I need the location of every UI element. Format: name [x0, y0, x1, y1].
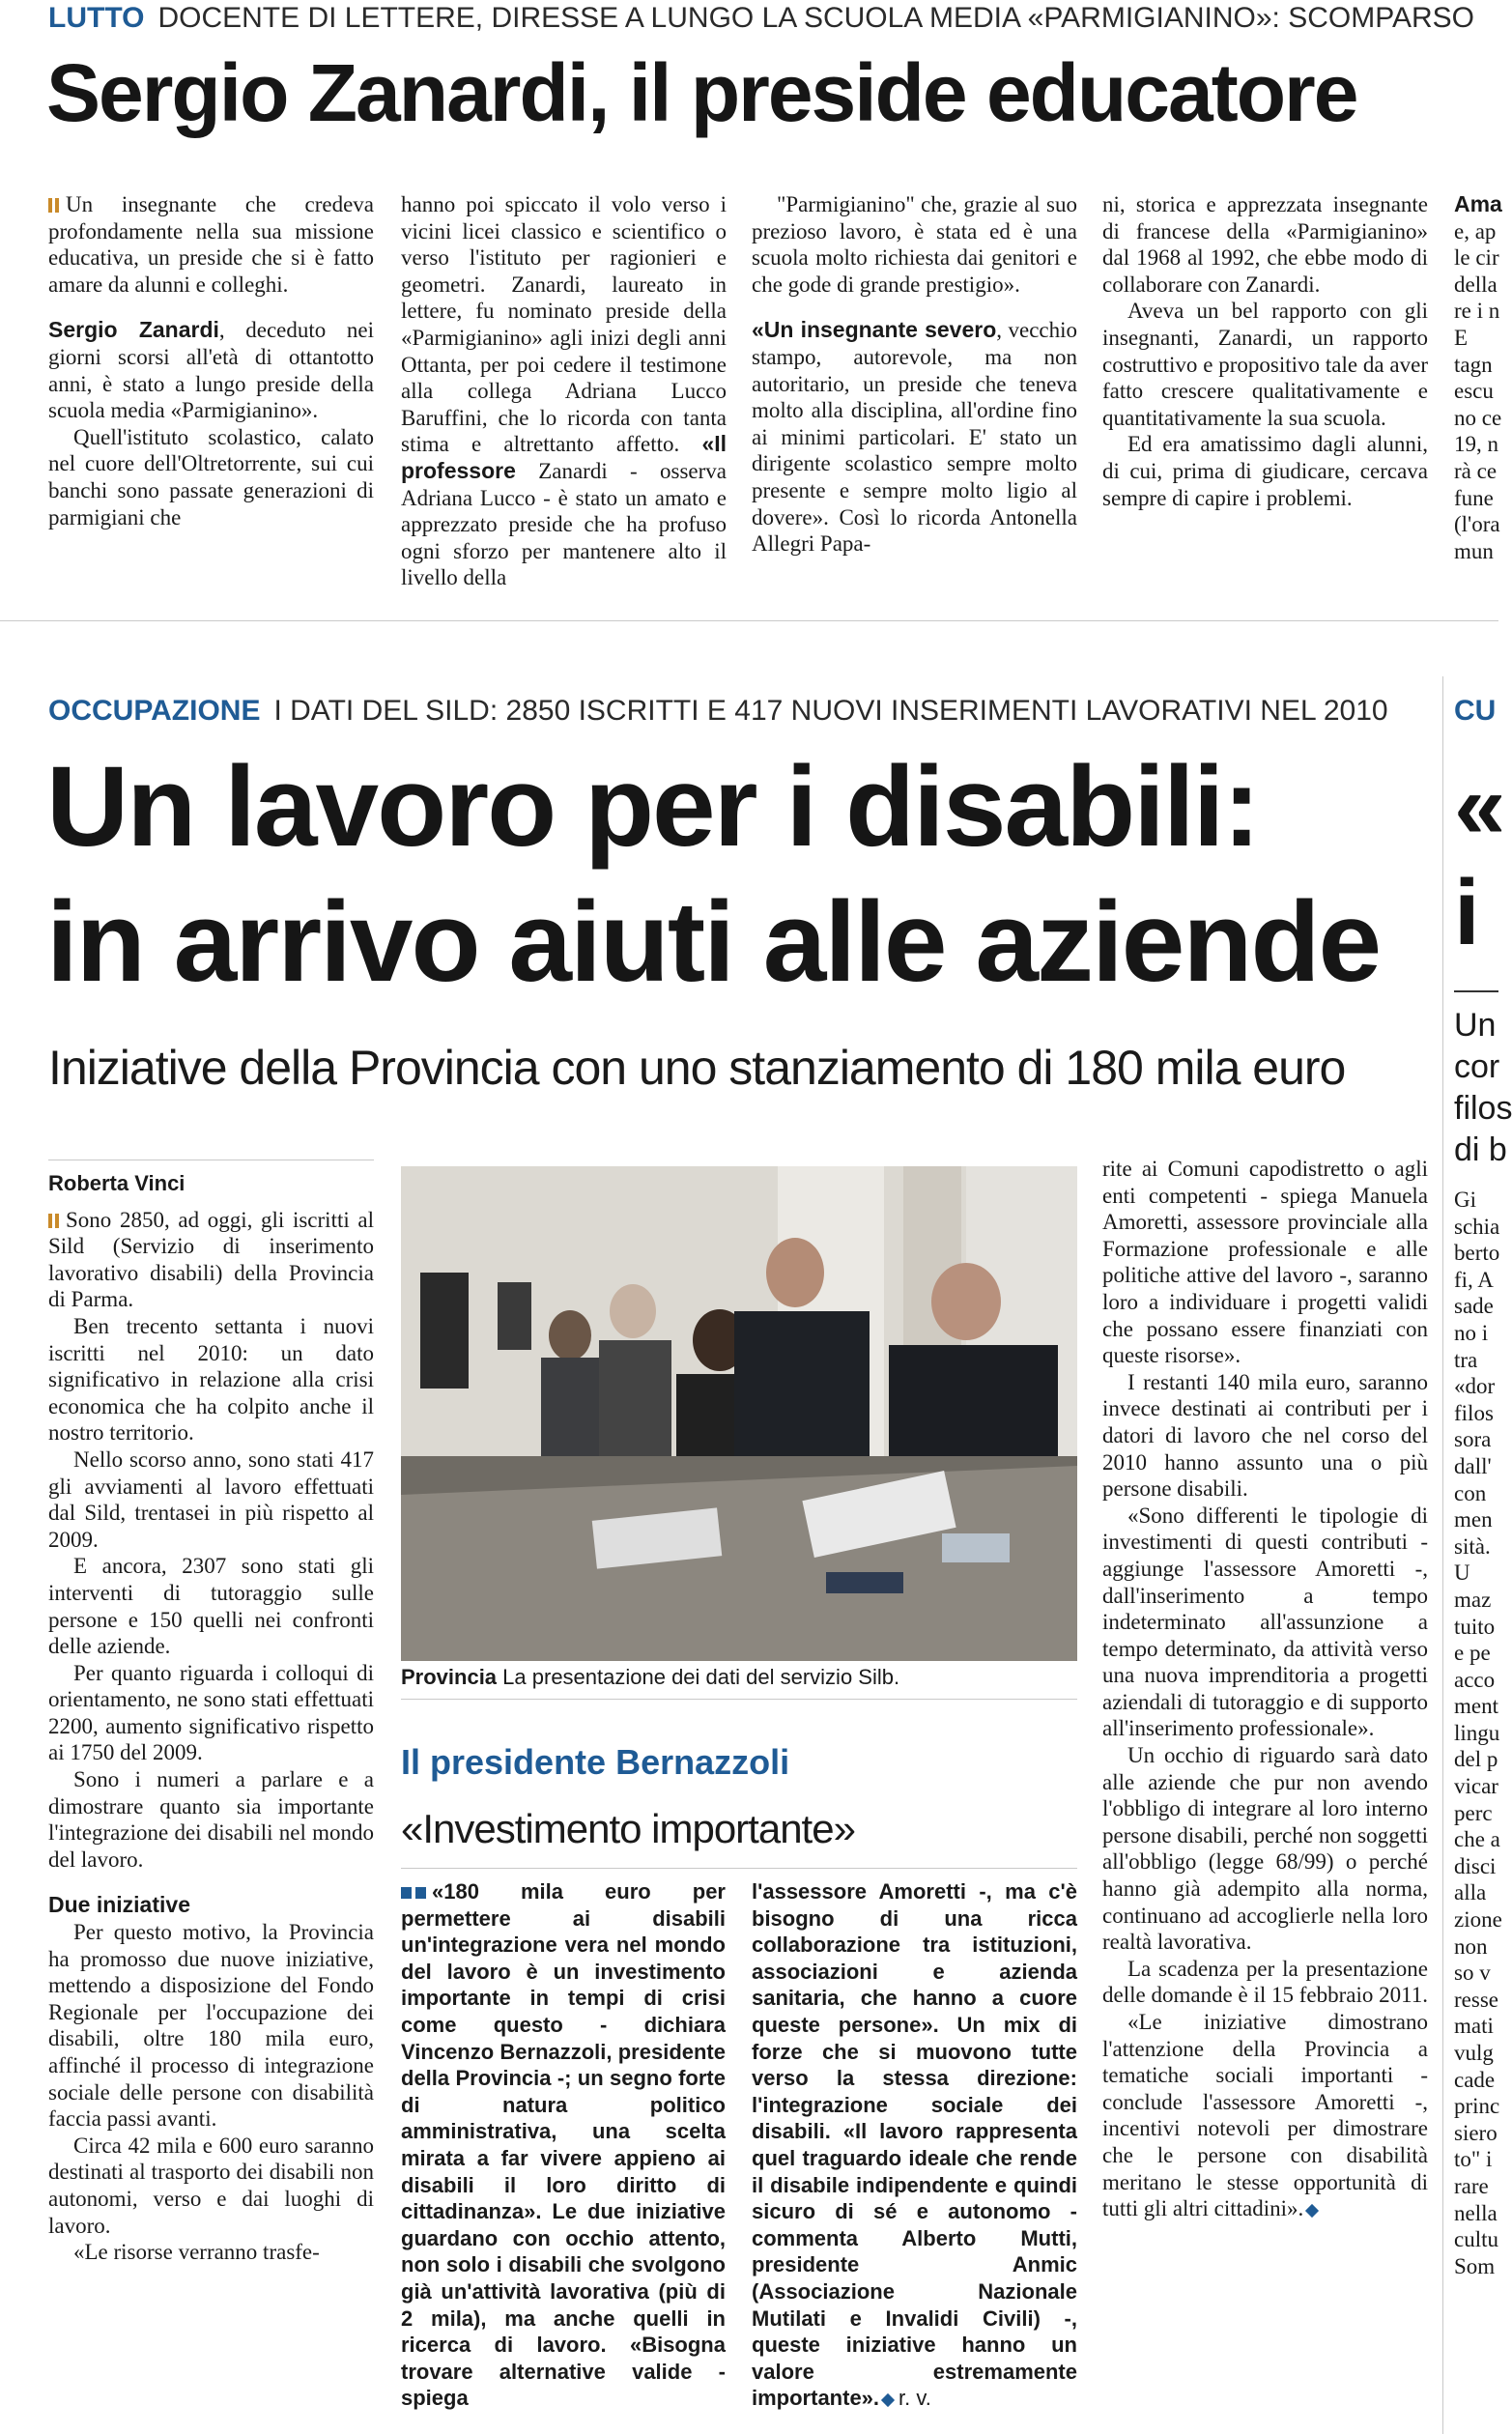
fragment-line: «dor: [1454, 1374, 1496, 1399]
fragment-line: 19, n: [1454, 432, 1498, 457]
article2-col1-p7: Per questo motivo, la Provincia ha promosso due nuove iniziative, mettendo a disposizione del Fondo Regionale per l'occupazione dei disabili, oltre 180 mila euro, affinché il processo di integrazione sociale delle persone con disabilità faccia passi avanti.: [48, 1920, 374, 2132]
article2-col1-p8: Circa 42 mila e 600 euro saranno destinati al trasporto dei disabili non autonomi, verso e dai luoghi di lavoro.: [48, 2133, 374, 2238]
article2-col1-p3: Nello scorso anno, sono stati 417 gli avviamenti al lavoro effettuati dal Sild, trentasei in più rispetto al 2009.: [48, 1446, 374, 1552]
article1-col3-p1: "Parmigianino" che, grazie al suo prezioso lavoro, è stata ed è una scuola molto richiesta dai genitori e che gode di grande prestigio».: [752, 192, 1077, 297]
article1-headline: Sergio Zanardi, il preside educatore: [46, 47, 1357, 138]
article1-col1-p3: Quell'istituto scolastico, calato nel cuore dell'Oltretorrente, sui cui banchi sono passate generazioni di parmigiani che: [48, 424, 374, 530]
photo-caption-lead: Provincia: [401, 1665, 498, 1689]
fragment-line: no i: [1454, 1320, 1489, 1345]
box-signature: r. v.: [899, 2386, 931, 2411]
press-conference-photo: [401, 1166, 1077, 1661]
fragment-line: non: [1454, 1933, 1488, 1959]
article1-column-2: [401, 191, 727, 591]
fragment-line: siero: [1454, 2120, 1498, 2145]
article1-col4-p2: Aveva un bel rapporto con gli insegnanti, Zanardi, un rapporto costruttivo e propositivo tale da aver fatto crescere qualitativamente e quantitativamente la sua scuola.: [1102, 299, 1428, 430]
article3-kicker-tag: CU: [1454, 695, 1497, 727]
article2-photo: [401, 1166, 1077, 1661]
fragment-line: sora: [1454, 1427, 1492, 1452]
sidebar-box-title: Il presidente Bernazzoli: [401, 1742, 790, 1782]
article2-deck: Iniziative della Provincia con uno stanziamento di 180 mila euro: [48, 1041, 1346, 1095]
photo-caption: [401, 1664, 1077, 1691]
fragment-line: le cir: [1454, 245, 1499, 271]
fragment-line: di b: [1454, 1131, 1507, 1168]
section-divider: [0, 620, 1498, 621]
fragment-line: sità.: [1454, 1533, 1491, 1559]
fragment-line: E: [1454, 325, 1469, 350]
article1-col1-p2-lead: Sergio Zanardi: [48, 317, 219, 343]
box-col2-text: l'assessore Amoretti -, ma c'è bisogno di una ricca collaborazione tra istituzioni, associazioni e azienda sanitaria, che hanno a cuore queste persone». Un mix di forze che si muovono tutte verso la stessa direzione: l'integrazione sociale dei disabili. «Il lavoro rappresenta quel traguardo ideale che rende il disabile indipendente e quindi sicuro di sé e autonomo - commenta Alberto Mutti, presidente Anmic (Associazione Nazionale Mutilati e Invalidi Civili) -, queste iniziative hanno un valore estremamente importante».: [752, 1879, 1077, 2411]
box-rule: [401, 1868, 1077, 1869]
fragment-line: no ce: [1454, 405, 1502, 430]
box-col1-text: «180 mila euro per permettere ai disabili un'integrazione vera nel mondo del lavoro è un investimento importante in tempi di crisi come questo - dichiara Vincenzo Bernazzoli, presidente della Provincia -; un segno forte di natura politico amministrativa, una scelta mirata a far vivere appieno ai disabili il loro diritto di cittadinanza». Le due iniziative guardano con occhio attento, non solo i disabili che svolgono già un'attività lavorativa (più di 2 mila), ma anche quelli in ricerca di lavoro. «Bisogna trovare alternative valide - spiega: [401, 1879, 726, 2411]
fragment-line: lingu: [1454, 1720, 1500, 1745]
article2-col4-p1: rite ai Comuni capodistretto o agli enti competenti - spiega Manuela Amoretti, assessore provinciale alla Formazione professionale e alle politiche attive del lavoro -, saranno loro a individuare i progetti validi che possano essere finanziati con queste risorse».: [1102, 1157, 1428, 1368]
sidebar-box-column-2: [752, 1878, 1077, 2412]
fragment-line: zione: [1454, 1907, 1502, 1933]
article1-column-4: [1102, 191, 1428, 511]
fragment-line: tuito: [1454, 1614, 1496, 1639]
fragment-line: e pe: [1454, 1641, 1491, 1666]
article1-col2-p2: Zanardi - osserva Adriana Lucco - è stato un amato e apprezzato preside che ha profuso ogni sforzo per mantenere alto il livello della: [401, 458, 727, 590]
article1-column-3: [752, 191, 1077, 558]
fragment-line: disci: [1454, 1853, 1497, 1878]
fragment-line: mati: [1454, 2014, 1494, 2039]
article2-column-1: [48, 1170, 374, 2266]
fragment-line: cultu: [1454, 2227, 1498, 2252]
fragment-line: to" i: [1454, 2147, 1493, 2172]
sidebar-box-column-1: [401, 1878, 726, 2412]
article2-col1-subhead: Due iniziative: [48, 1892, 190, 1918]
article3-kicker: [1454, 692, 1498, 730]
sidebar-box-quote: «Investimento importante»: [401, 1806, 855, 1851]
fragment-line: maz: [1454, 1587, 1492, 1612]
fragment-line: tagn: [1454, 352, 1493, 377]
article2-col1-p9: «Le risorse verranno trasfe-: [73, 2240, 320, 2265]
fragment-line: cade: [1454, 2067, 1496, 2092]
fragment-line: ment: [1454, 1694, 1498, 1719]
article1-col2-p1: hanno poi spiccato il volo verso i vicini licei classico e scientifico o verso l'istituto per ragionieri e geometri. Zanardi, laureato in lettere, fu nominato preside della «Parmigianino» agli inizi degli anni Ottanta, per poi cedere il testimone alla collega Adriana Lucco Baruffini, che lo ricorda con tanta stima e altrettanto affetto.: [401, 192, 727, 457]
article2-headline-line1: Un lavoro per i disabili:: [46, 743, 1259, 871]
fragment-line: perc: [1454, 1800, 1493, 1825]
paragraph-marker-icon: [401, 1887, 426, 1899]
article2-col4-p5: La scadenza per la presentazione delle domande è il 15 febbraio 2011.: [1102, 1956, 1429, 2008]
fragment-line: princ: [1454, 2094, 1500, 2119]
fragment-line: cor: [1454, 1048, 1500, 1085]
fragment-line: vicar: [1454, 1774, 1498, 1799]
article2-col1-p2: Ben trecento settanta i nuovi iscritti nel 2010: un dato significativo in relazione alla crisi economica che ha colpito anche il nostro territorio.: [48, 1313, 374, 1446]
article1-col3-p2-lead: «Un insegnante severo: [752, 317, 997, 343]
article2-kicker-tag: OCCUPAZIONE: [48, 695, 261, 727]
article2-kicker: [48, 692, 1440, 730]
fragment-line: fune: [1454, 485, 1494, 510]
fragment-line: vulg: [1454, 2041, 1494, 2065]
photo-caption-text: La presentazione dei dati del servizio Silb.: [502, 1665, 900, 1689]
article2-col4-p4: Un occhio di riguardo sarà dato alle aziende che pur non avendo l'obbligo di integrare al loro interno persone disabili, perché non soggetti all'obbligo (legge 68/99) o perché hanno già adempito alla norma, continuano ad accoglierle nella loro realtà lavorativa.: [1102, 1743, 1428, 1955]
article1-col4-p1: ni, storica e apprezzata insegnante di francese della «Parmigianino» dal 1968 al 1992, che ebbe modo di collaborare con Zanardi.: [1102, 192, 1428, 297]
fragment-line: nella: [1454, 2200, 1498, 2225]
fragment-line: rare: [1454, 2173, 1489, 2198]
fragment-line: schia: [1454, 1214, 1500, 1239]
article2-col1-p4: E ancora, 2307 sono stati gli interventi di tutoraggio sulle persone e 150 quelli nei confronti delle aziende.: [48, 1554, 374, 1659]
article2-col4-p3: «Sono differenti le tipologie di investimenti di questi contributi - aggiunge l'assessore Amoretti -, dall'inserimento a tempo indeterminato all'assunzione a tempo determinato, da attività verso una nuova imprenditoria a progetti aziendali di tutoraggio e di supporto all'inserimento professionale».: [1102, 1503, 1428, 1741]
fragment-line: sade: [1454, 1294, 1494, 1319]
article3-headline-fragment-2: i: [1454, 861, 1478, 964]
end-diamond-icon: [881, 2393, 895, 2407]
article3-headline-fragment-1: «: [1454, 755, 1504, 858]
article2-column-4: [1102, 1156, 1428, 2222]
article2-kicker-text: I DATI DEL SILD: 2850 ISCRITTI E 417 NUOVI INSERIMENTI LAVORATIVI NEL 2010: [273, 695, 1388, 727]
article1-kicker-tag: LUTTO: [48, 2, 145, 34]
article2-col1-p1: Sono 2850, ad oggi, gli iscritti al Sild (Servizio di inserimento lavorativo disabili) della Provincia di Parma.: [48, 1207, 374, 1312]
article1-col5-lead: Ama: [1454, 191, 1502, 216]
column-divider: [1442, 676, 1443, 2434]
article1-col1-p1: Un insegnante che credeva profondamente nella sua missione educativa, un preside che si è fatto amare da alunni e colleghi.: [48, 192, 374, 297]
fragment-line: berto: [1454, 1241, 1500, 1266]
fragment-line: tra: [1454, 1347, 1478, 1372]
article1-kicker: [48, 0, 1498, 37]
fragment-line: dall': [1454, 1453, 1492, 1478]
fragment-line: resse: [1454, 1987, 1498, 2012]
fragment-line: alla: [1454, 1880, 1487, 1905]
caption-rule: [401, 1699, 1077, 1700]
byline: Roberta Vinci: [48, 1171, 185, 1195]
fragment-line: U: [1454, 1561, 1470, 1586]
fragment-line: della: [1454, 272, 1498, 297]
end-diamond-icon: [1305, 2204, 1319, 2218]
fragment-line: acco: [1454, 1667, 1496, 1692]
article1-column-5-fragment: [1454, 191, 1502, 564]
fragment-line: filos: [1454, 1400, 1494, 1425]
article2-headline-line2: in arrivo aiuti alle aziende: [46, 878, 1381, 1006]
paragraph-marker-icon: [48, 1214, 60, 1228]
article1-col4-p3: Ed era amatissimo dagli alunni, di cui, prima di giudicare, cercava sempre di capire i problemi.: [1102, 432, 1428, 510]
article3-rule: [1454, 990, 1498, 992]
fragment-line: Gi: [1454, 1188, 1476, 1212]
fragment-line: che a: [1454, 1827, 1500, 1852]
fragment-line: mun: [1454, 538, 1494, 563]
article1-kicker-text: DOCENTE DI LETTERE, DIRESSE A LUNGO LA SCUOLA MEDIA «PARMIGIANINO»: SCOMPARSO: [157, 2, 1474, 34]
fragment-line: Som: [1454, 2253, 1496, 2278]
article3-deck-fragment: [1454, 1005, 1512, 1171]
fragment-line: del p: [1454, 1747, 1498, 1772]
fragment-line: con: [1454, 1480, 1487, 1505]
fragment-line: men: [1454, 1507, 1493, 1532]
fragment-line: e, ap: [1454, 218, 1497, 243]
article1-col3-p2: , vecchio stampo, autorevole, ma non autoritario, un preside che teneva molto alla disciplina, all'ordine fino ai minimi particolari. E' stato un dirigente scolastico sempre molto presente e sempre molto ligio al dovere». Così lo ricorda Antonella Allegri Papa-: [752, 318, 1078, 557]
fragment-line: filos: [1454, 1090, 1512, 1127]
fragment-line: re i n: [1454, 299, 1500, 324]
paragraph-marker-icon: [48, 198, 60, 213]
article1-col1-p2: , deceduto nei giorni scorsi all'età di ottantotto anni, è stato a lungo preside della scuola media «Parmigianino».: [48, 318, 374, 423]
article3-text-fragment: [1454, 1187, 1502, 2279]
fragment-line: Un: [1454, 1007, 1497, 1044]
fragment-line: fi, A: [1454, 1267, 1494, 1292]
fragment-line: so v: [1454, 1961, 1491, 1986]
article2-col1-p5: Per quanto riguarda i colloqui di orientamento, ne sono stati effettuati 2200, aumento significativo rispetto ai 1750 del 2009.: [48, 1660, 374, 1765]
fragment-line: escu: [1454, 379, 1494, 404]
article2-col4-p6: «Le iniziative dimostrano l'attenzione della Provincia a tematiche sociali importanti - conclude l'assessore Amoretti -, incentivi notevoli per dimostrare che le persone con disabilità meritano le stesse opportunità di tutti gli altri cittadini».: [1102, 2010, 1428, 2221]
article2-col1-p6: Sono i numeri a parlare e a dimostrare quanto sia importante l'integrazione dei disabili nel mondo del lavoro.: [48, 1767, 374, 1872]
article1-column-1: [48, 191, 374, 530]
fragment-line: rà ce: [1454, 458, 1498, 483]
article2-col4-p2: I restanti 140 mila euro, saranno invece destinati ai contributi per i datori di lavoro che nel corso del 2010 hanno assunto una o più persone disabili.: [1102, 1369, 1428, 1502]
fragment-line: (l'ora: [1454, 512, 1500, 537]
article1-col2-p1-lead: «Il professore: [401, 431, 727, 483]
